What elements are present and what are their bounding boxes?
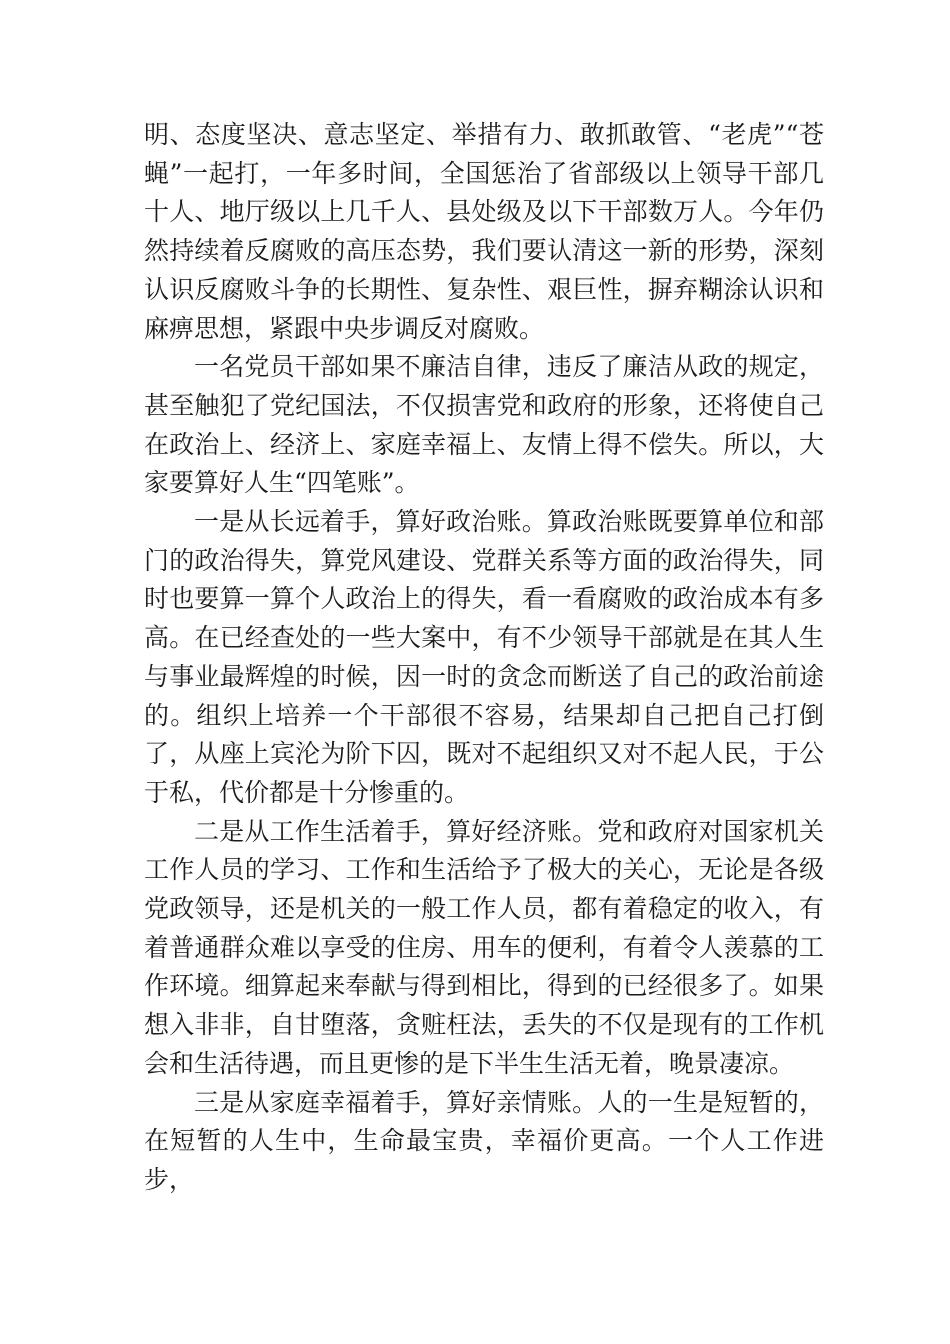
paragraph-integrity: 一名党员干部如果不廉洁自律，违反了廉洁从政的规定，甚至触犯了党纪国法，不仅损害党和政府的形象，还将使自己在政治上、经济上、家庭幸福上、友情上得不偿失。所以，大家要算好人生“四笔账”。 xyxy=(144,352,824,498)
paragraph-continuation: 明、态度坚决、意志坚定、举措有力、敢抓敢管、“老虎”“苍蝇”一起打，一年多时间，全国惩治了省部级以上领导干部几十人、地厅级以上几千人、县处级及以下干部数万人。今年仍然持续着反腐败的高压态势，我们要认清这一新的形势，深刻认识反腐败斗争的长期性、复杂性、艰巨性，摒弃糊涂认识和麻痹思想，紧跟中央步调反对腐败。 xyxy=(144,120,824,343)
paragraph-political-account: 一是从长远着手，算好政治账。算政治账既要算单位和部门的政治得失，算党风建设、党群关系等方面的政治得失，同时也要算一算个人政治上的得失，看一看腐败的政治成本有多高。在已经查处的一些大案中，有不少领导干部就是在其人生与事业最辉煌的时候，因一时的贪念而断送了自己的政治前途的。组织上培养一个干部很不容易，结果却自己把自己打倒了，从座上宾沦为阶下囚，既对不起组织又对不起人民，于公于私，代价都是十分惨重的。 xyxy=(144,507,824,807)
body-text xyxy=(144,116,824,1200)
paragraph-family-account: 三是从家庭幸福着手，算好亲情账。人的一生是短暂的，在短暂的人生中，生命最宝贵，幸福价更高。一个人工作进步， xyxy=(144,1087,824,1194)
paragraph-economic-account: 二是从工作生活着手，算好经济账。党和政府对国家机关工作人员的学习、工作和生活给予了极大的关心，无论是各级党政领导，还是机关的一般工作人员，都有着稳定的收入，有着普通群众难以享受的住房、用车的便利，有着令人羡慕的工作环境。细算起来奉献与得到相比，得到的已经很多了。如果想入非非，自甘堕落，贪赃枉法，丢失的不仅是现有的工作机会和生活待遇，而且更惨的是下半生生活无着，晚景凄凉。 xyxy=(144,816,824,1078)
